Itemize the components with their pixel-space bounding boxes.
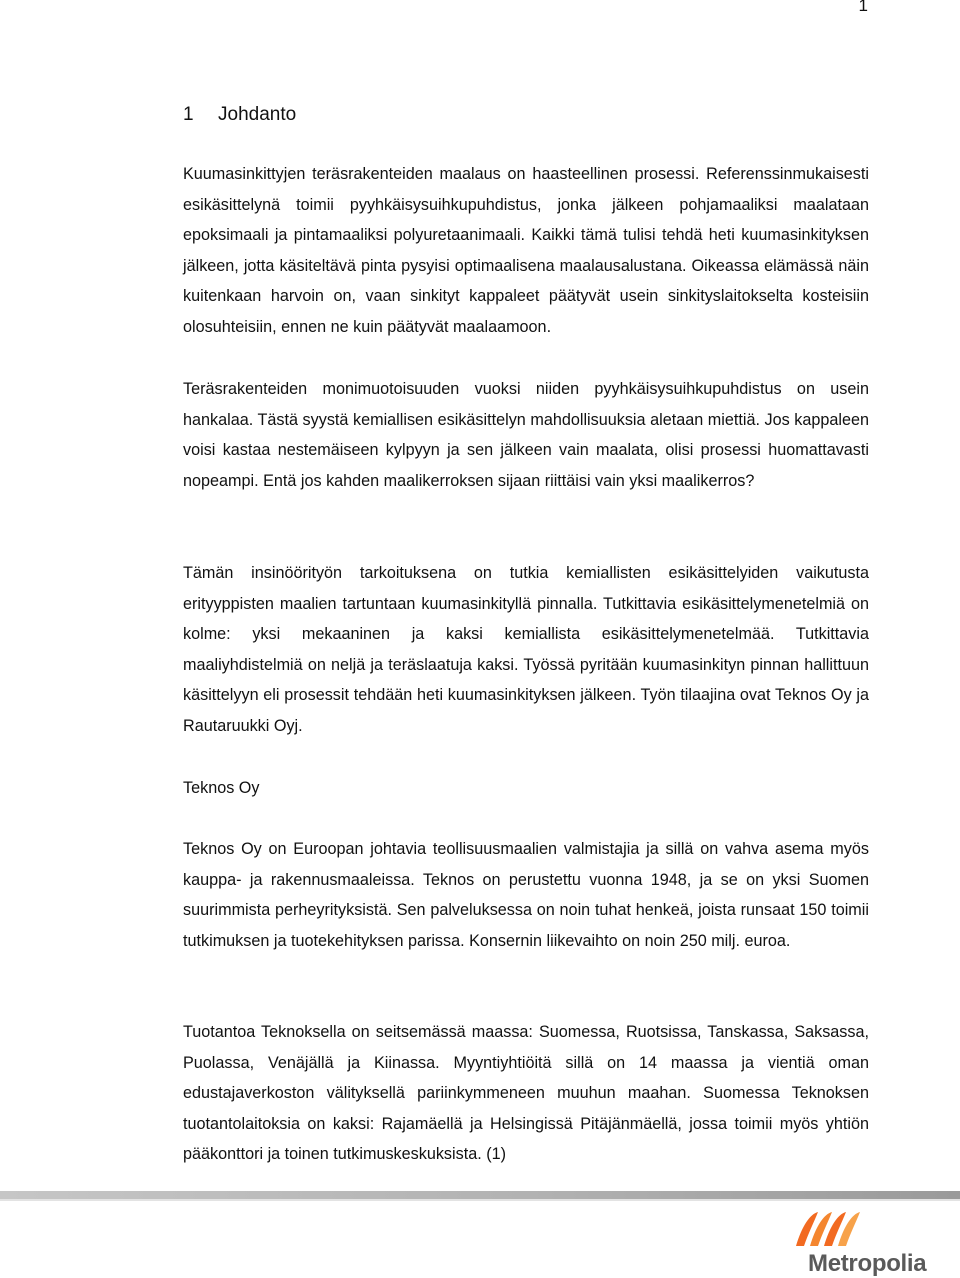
page-number: 1 <box>858 0 868 15</box>
footer-divider <box>0 1191 960 1199</box>
section-number: 1 <box>183 104 194 125</box>
metropolia-logo-text: Metropolia <box>808 1250 927 1277</box>
metropolia-logo-icon <box>792 1206 864 1250</box>
metropolia-logo <box>780 1206 960 1276</box>
paragraph-intro: Kuumasinkittyjen teräsrakenteiden maalaus on haasteellinen prosessi. Referenssinmukaisesti esikäsittelynä toimii pyyhkäisysuihkupuhdistus, jonka jälkeen pohjamaaliksi maalataan epoksimaali ja pintamaaliksi polyuretaanimaali. Kaikki tämä tulisi tehdä heti kuumasinkityksen jälkeen, jotta käsiteltävä pinta pysyisi optimaalisena maalausalustana. Oikeassa elämässä näin kuitenkaan harvoin on, vaan sinkityt kappaleet päätyvät usein sinkityslaitokselta kosteisiin olosuhteisiin, ennen ne kuin päätyvät maalaamoon. <box>183 165 869 336</box>
section-title: Johdanto <box>218 104 297 125</box>
paragraph-teknos-overview: Teknos Oy on Euroopan johtavia teollisuusmaalien valmistajia ja sillä on vahva asema myös kauppa- ja rakennusmaaleissa. Teknos on perustettu vuonna 1948, ja se on yksi Suomen suurimmista perheyrityksistä. Sen palveluksessa on noin tuhat henkeä, joista runsaat 150 toimii tutkimuksen ja tuotekehityksen parissa. Konsernin liikevaihto on noin 250 milj. euroa. <box>183 840 869 950</box>
paragraph-purpose: Tämän insinöörityön tarkoituksena on tutkia kemiallisten esikäsittelyiden vaikutusta erityyppisten maalien tartuntaan kuumasinkityllä pinnalla. Tutkittavia esikäsittelymenetelmiä on kolme: yksi mekaaninen ja kaksi kemiallista esikäsittelymenetelmää. Tutkittavia maaliyhdistelmiä on neljä ja teräslaatuja kaksi. Työssä pyritään kuumasinkityn pinnan hallittuun käsittelyyn eli prosessit tehdään heti kuumasinkityksen jälkeen. Työn tilaajina ovat Teknos Oy ja Rautaruukki Oyj. <box>183 564 869 735</box>
subtitle-teknos: Teknos Oy <box>183 779 260 797</box>
section-heading <box>183 103 296 127</box>
paragraph-teknos-production: Tuotantoa Teknoksella on seitsemässä maassa: Suomessa, Ruotsissa, Tanskassa, Saksassa, Puolassa, Venäjällä ja Kiinassa. Myyntiyhtiöitä sillä on 14 maassa ja vientiä oman edustajaverkoston välityksellä pariinkymmeneen muuhun maahan. Suomessa Teknoksen tuotantolaitoksia on kaksi: Rajamäellä ja Helsingissä Pitäjänmäellä, jossa toimii myös yhtiön pääkonttori ja toinen tutkimuskeskuksista. (1) <box>183 1023 869 1164</box>
paragraph-blasting: Teräsrakenteiden monimuotoisuuden vuoksi niiden pyyhkäisysuihkupuhdistus on usein hankalaa. Tästä syystä kemiallisen esikäsittelyn mahdollisuuksia aletaan miettiä. Jos kappaleen voisi kastaa nestemäiseen kylpyyn ja sen jälkeen vain maalata, olisi prosessi huomattavasti nopeampi. Entä jos kahden maalikerroksen sijaan riittäisi vain yksi maalikerros? <box>183 380 869 490</box>
